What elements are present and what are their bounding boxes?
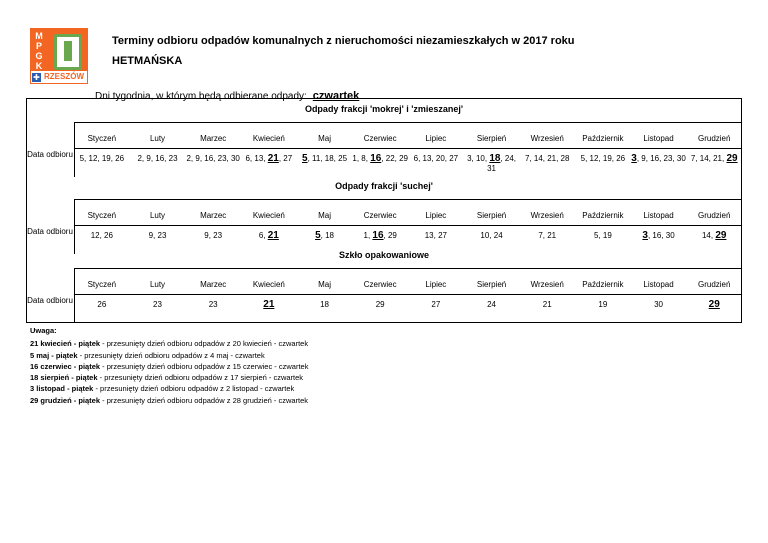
date-cell (686, 154, 742, 174)
date-cell (631, 154, 687, 174)
date-text: 10, 24 (480, 231, 503, 240)
month-header: Listopad (643, 134, 674, 143)
month-header: Lipiec (425, 211, 447, 220)
month-header: Lipiec (425, 280, 447, 289)
date-cell (464, 300, 520, 310)
notes-heading: Uwaga: (30, 326, 57, 335)
month-header: Kwiecień (252, 211, 285, 220)
date-text: 7, 14, 21, (690, 154, 727, 163)
date-text: 24 (487, 300, 496, 309)
row-label: Data odbioru (27, 150, 73, 159)
date-cell (185, 300, 241, 310)
street-name: HETMAŃSKA (112, 55, 183, 67)
divider (74, 122, 75, 177)
note-text: - przesunięty dzień odbioru odpadów z 20 kwiecień - czwartek (100, 339, 309, 349)
date-cell (74, 231, 130, 241)
date-text: , 22, 29 (381, 154, 408, 163)
date-text: , 29 (383, 231, 397, 240)
note-date: 3 listopad - piątek (30, 384, 94, 394)
date-text: 9, 23 (204, 231, 223, 240)
date-text: 30 (654, 300, 663, 309)
note-text: - przesunięty dzień odbioru odpadów z 2 listopad - czwartek (93, 384, 295, 394)
shifted-date: 16 (372, 230, 384, 241)
date-cell (631, 300, 687, 310)
date-cell (408, 154, 464, 174)
month-header: Kwiecień (252, 280, 285, 289)
note-item (30, 395, 308, 406)
note-item (30, 350, 308, 361)
month-header: Grudzień (697, 134, 731, 143)
month-header: Październik (582, 211, 624, 220)
date-cell (297, 231, 353, 241)
divider (74, 294, 742, 295)
month-header: Sierpień (476, 280, 507, 289)
month-header: Wrzesień (530, 211, 564, 220)
month-header: Luty (149, 211, 166, 220)
month-header: Sierpień (476, 211, 507, 220)
note-item (30, 383, 308, 394)
row-label: Data odbioru (27, 296, 73, 305)
date-cell (519, 154, 575, 174)
month-header-row (74, 280, 742, 290)
dates-row (74, 231, 742, 241)
note-text: - przesunięty dzień odbioru odpadów z 4 maj - czwartek (77, 350, 265, 360)
note-date: 18 sierpień - piątek (30, 373, 98, 383)
date-cell (686, 300, 742, 310)
date-text: 1, (363, 231, 373, 240)
note-date: 5 maj - piątek (30, 350, 78, 360)
date-cell (686, 231, 742, 241)
month-header: Czerwiec (363, 280, 397, 289)
month-header: Październik (582, 280, 624, 289)
dates-row (74, 300, 742, 310)
month-header: Wrzesień (530, 280, 564, 289)
date-text: 12, 26 (90, 231, 113, 240)
month-header: Marzec (200, 211, 227, 220)
month-header: Grudzień (697, 280, 731, 289)
note-text: - przesunięty dzień odbioru odpadów z 28 grudzień - czwartek (100, 395, 309, 405)
date-cell (408, 231, 464, 241)
month-header: Styczeń (87, 134, 117, 143)
date-cell (241, 154, 297, 174)
logo-letter: K (35, 61, 43, 71)
date-text: 21 (542, 300, 552, 309)
shifted-date: 3 (631, 153, 637, 164)
date-text: 6, (258, 231, 268, 240)
shifted-date: 29 (715, 230, 727, 241)
date-text: , 16, 30 (647, 231, 675, 240)
section-title: Szkło opakowaniowe (338, 250, 430, 260)
month-header: Sierpień (476, 134, 507, 143)
date-text: , 9, 16, 23, 30 (636, 154, 686, 163)
month-header-row (74, 211, 742, 221)
notes (30, 325, 308, 406)
month-header: Czerwiec (363, 134, 397, 143)
date-cell (352, 231, 408, 241)
month-header: Luty (149, 280, 166, 289)
shifted-date: 21 (263, 299, 275, 310)
date-cell (74, 154, 130, 174)
date-text: 3, 10, (467, 154, 490, 163)
month-header: Lipiec (425, 134, 447, 143)
month-header: Wrzesień (530, 134, 564, 143)
section-title: Odpady frakcji 'suchej' (335, 181, 433, 191)
month-header: Styczeń (87, 211, 117, 220)
row-label: Data odbioru (27, 227, 73, 236)
month-header: Luty (149, 134, 166, 143)
date-text: 1, 8, (352, 154, 371, 163)
divider (74, 122, 742, 123)
collection-day-label: Dni tygodnia, w którym będą odbierane odpady: (95, 91, 307, 102)
month-header: Październik (582, 134, 624, 143)
bin-icon (54, 34, 82, 70)
date-cell (185, 154, 241, 174)
month-header: Czerwiec (363, 211, 397, 220)
month-header: Maj (318, 211, 331, 220)
note-text: - przesunięty dzień odbioru odpadów z 17 sierpień - czwartek (97, 373, 304, 383)
date-text: 6, 13, (245, 154, 268, 163)
dates-row (74, 154, 742, 174)
date-text: 23 (208, 300, 218, 309)
month-header: Marzec (200, 134, 227, 143)
divider (74, 268, 75, 323)
month-header: Maj (318, 280, 331, 289)
date-cell (575, 300, 631, 310)
date-text: 5, 12, 19, 26 (79, 154, 125, 163)
divider (74, 225, 742, 226)
date-cell (130, 300, 186, 310)
date-cell (130, 154, 186, 174)
collection-day-value: czwartek (312, 90, 360, 102)
shifted-date: 5 (302, 153, 308, 164)
date-text: , 11, 18, 25 (307, 154, 348, 163)
date-cell (241, 300, 297, 310)
month-header: Grudzień (697, 211, 731, 220)
date-cell (297, 300, 353, 310)
date-text: , 18 (320, 231, 334, 240)
date-text: 18 (320, 300, 329, 309)
note-date: 29 grudzień - piątek (30, 395, 101, 405)
date-cell (519, 300, 575, 310)
date-cell (519, 231, 575, 241)
shifted-date: 3 (642, 230, 648, 241)
divider (74, 199, 742, 200)
date-cell (631, 231, 687, 241)
date-text: 27 (431, 300, 441, 309)
date-text: 23 (153, 300, 162, 309)
shifted-date: 21 (267, 230, 279, 241)
month-header: Styczeń (87, 280, 117, 289)
date-cell (241, 231, 297, 241)
divider (74, 199, 75, 254)
date-text: 5, 12, 19, 26 (580, 154, 626, 163)
date-cell (575, 231, 631, 241)
logo-letters (33, 31, 45, 71)
divider (74, 268, 742, 269)
note-text: - przesunięty dzień odbioru odpadów z 15 czerwiec - czwartek (100, 361, 309, 371)
date-cell (464, 231, 520, 241)
page-title: Terminy odbioru odpadów komunalnych z nieruchomości niezamieszkałych w 2017 roku (112, 35, 575, 47)
shifted-date: 5 (315, 230, 321, 241)
divider (74, 148, 742, 149)
month-header: Listopad (643, 211, 674, 220)
mpgk-logo (30, 28, 88, 84)
shifted-date: 29 (726, 153, 738, 164)
date-cell (464, 154, 520, 174)
section-title: Odpady frakcji 'mokrej' i 'zmieszanej' (304, 104, 464, 114)
note-item (30, 361, 308, 372)
date-text: 7, 21 (538, 231, 557, 240)
month-header: Listopad (643, 280, 674, 289)
date-text: 2, 9, 16, 23 (137, 154, 178, 163)
month-header: Kwiecień (252, 134, 285, 143)
logo-city-text: RZESZÓW (44, 72, 84, 81)
month-header-row (74, 134, 742, 144)
logo-letter: G (35, 51, 43, 61)
date-text: 2, 9, 16, 23, 30 (186, 154, 240, 163)
note-item (30, 338, 308, 349)
shifted-date: 29 (708, 299, 720, 310)
note-date: 21 kwiecień - piątek (30, 339, 101, 349)
date-cell (74, 300, 130, 310)
date-text: 19 (598, 300, 608, 309)
date-text: , 27 (278, 154, 293, 163)
shifted-date: 18 (489, 153, 501, 164)
note-date: 16 czerwiec - piątek (30, 361, 101, 371)
date-text: 26 (97, 300, 107, 309)
logo-letter: M (35, 31, 43, 41)
date-cell (297, 154, 353, 174)
note-item (30, 372, 308, 383)
date-text: 29 (375, 300, 385, 309)
shifted-date: 16 (370, 153, 382, 164)
city-emblem-icon: ✚ (33, 73, 40, 82)
date-text: 6, 13, 20, 27 (413, 154, 459, 163)
date-text: 14, (701, 231, 716, 240)
month-header: Maj (318, 134, 331, 143)
date-cell (408, 300, 464, 310)
date-text: 5, 19 (593, 231, 612, 240)
date-text: 7, 14, 21, 28 (524, 154, 570, 163)
date-cell (575, 154, 631, 174)
date-cell (130, 231, 186, 241)
date-cell (185, 231, 241, 241)
month-header: Marzec (200, 280, 227, 289)
date-text: 9, 23 (148, 231, 167, 240)
date-cell (352, 154, 408, 174)
logo-letter: P (35, 41, 42, 51)
shifted-date: 21 (267, 153, 279, 164)
date-cell (352, 300, 408, 310)
date-text: 13, 27 (424, 231, 447, 240)
date-text: , 24, 31 (487, 154, 517, 173)
